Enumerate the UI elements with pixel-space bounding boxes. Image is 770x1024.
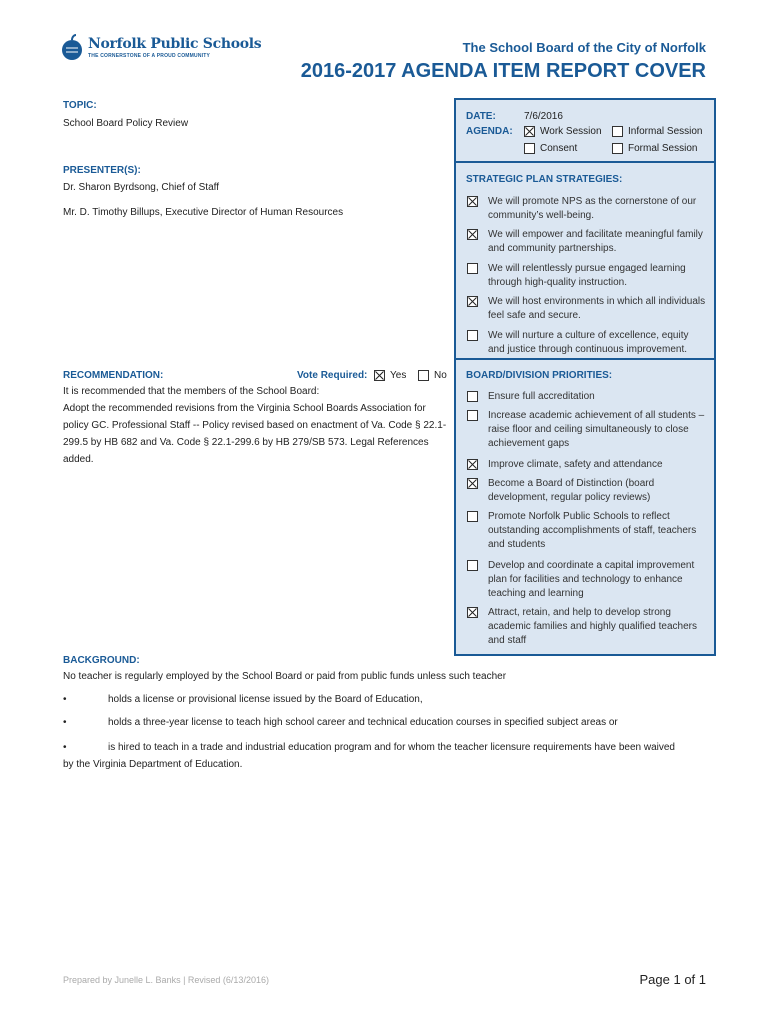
priority-text: Attract, retain, and help to develop strong academic families and highly qualified teachers and staff xyxy=(488,607,698,646)
priority-checkbox[interactable] xyxy=(467,560,478,571)
check-x-icon xyxy=(375,371,384,380)
recommendation-text: Adopt the recommended revisions from the Virginia School Boards Association for policy GC. Professional Staff -- Policy revised based on enactment of Va. Code § 22.1-299.5 by HB 682 and Va. Code § 22.1-299.6 by HB 279/SB 573. Legal References added. xyxy=(63,403,447,465)
strategy-text: We will promote NPS as the cornerstone of our community’s well-being. xyxy=(488,196,697,221)
organization-name: The School Board of the City of Norfolk xyxy=(462,40,706,55)
background-bullet: holds a three-year license to teach high school career and technical education courses in specified subject areas or xyxy=(108,717,618,728)
priority-checkbox[interactable] xyxy=(467,410,478,421)
background-bullet: is hired to teach in a trade and industrial education program and for whom the teacher licensure requirements have been waived xyxy=(108,742,675,753)
presenter-item: Dr. Sharon Byrdsong, Chief of Staff xyxy=(63,182,220,193)
apple-logo-icon xyxy=(60,34,84,62)
strategy-text: We will nurture a culture of excellence, equity and justice through continuous improvement. xyxy=(488,330,689,355)
logo-text: Norfolk Public Schools xyxy=(88,36,262,52)
strategy-text: We will empower and facilitate meaningful family and community partnerships. xyxy=(488,229,703,254)
strategy-text: We will host environments in which all individuals feel safe and secure. xyxy=(488,296,706,321)
agenda-formal-session-checkbox[interactable] xyxy=(612,143,623,154)
priority-text: Increase academic achievement of all students – raise floor and ceiling simultaneously to close achievement gaps xyxy=(488,410,705,449)
recommendation-intro: It is recommended that the members of the School Board: xyxy=(63,386,320,397)
vote-yes-checkbox[interactable] xyxy=(374,370,385,381)
check-x-icon xyxy=(468,230,477,239)
strategy-checkbox[interactable] xyxy=(467,229,478,240)
topic-label: TOPIC: xyxy=(63,100,97,111)
topic-value: School Board Policy Review xyxy=(63,118,189,129)
page-number: Page 1 of 1 xyxy=(639,972,706,987)
check-x-icon xyxy=(468,460,477,469)
strategy-checkbox[interactable] xyxy=(467,296,478,307)
background-label: BACKGROUND: xyxy=(63,655,140,666)
strategy-checkbox[interactable] xyxy=(467,263,478,274)
presenter-item: Mr. D. Timothy Billups, Executive Director of Human Resources xyxy=(63,207,344,218)
check-x-icon xyxy=(468,197,477,206)
panel-divider xyxy=(454,358,716,360)
logo xyxy=(60,34,260,64)
date-label: DATE: xyxy=(466,111,496,122)
agenda-label: AGENDA: xyxy=(466,126,513,137)
page-title: 2016-2017 AGENDA ITEM REPORT COVER xyxy=(300,60,706,82)
agenda-informal-session-checkbox[interactable] xyxy=(612,126,623,137)
priority-checkbox[interactable] xyxy=(467,478,478,489)
panel-divider xyxy=(454,161,716,163)
vote-yes-label: Yes xyxy=(390,370,407,381)
presenters-label: PRESENTER(S): xyxy=(63,165,141,176)
strategy-checkbox[interactable] xyxy=(467,196,478,207)
vote-required-label: Vote Required: xyxy=(297,370,368,381)
strategies-label: STRATEGIC PLAN STRATEGIES: xyxy=(466,174,623,185)
agenda-option-label: Work Session xyxy=(540,126,602,137)
footer-prepared-by: Prepared by Junelle L. Banks | Revised (6/13/2016) xyxy=(63,975,269,985)
background-tail: by the Virginia Department of Education. xyxy=(63,759,243,770)
check-x-icon xyxy=(468,479,477,488)
agenda-work-session-checkbox[interactable] xyxy=(524,126,535,137)
logo-tagline: THE CORNERSTONE OF A PROUD COMMUNITY xyxy=(88,53,211,59)
priority-checkbox[interactable] xyxy=(467,511,478,522)
vote-no-checkbox[interactable] xyxy=(418,370,429,381)
priority-text: Promote Norfolk Public Schools to reflect outstanding accomplishments of staff, teachers and students xyxy=(488,511,697,550)
bullet-marker: • xyxy=(63,694,67,705)
vote-no-label: No xyxy=(434,370,447,381)
priority-text: Develop and coordinate a capital improvement plan for facilities and technology to enhance teaching and learning xyxy=(488,560,695,599)
strategy-checkbox[interactable] xyxy=(467,330,478,341)
priority-checkbox[interactable] xyxy=(467,391,478,402)
priority-text: Ensure full accreditation xyxy=(488,391,595,402)
priority-checkbox[interactable] xyxy=(467,607,478,618)
bullet-marker: • xyxy=(63,717,67,728)
priorities-label: BOARD/DIVISION PRIORITIES: xyxy=(466,370,613,381)
bullet-marker: • xyxy=(63,742,67,753)
background-intro: No teacher is regularly employed by the School Board or paid from public funds unless such teacher xyxy=(63,671,507,682)
agenda-option-label: Formal Session xyxy=(628,143,698,154)
agenda-option-label: Informal Session xyxy=(628,126,703,137)
check-x-icon xyxy=(525,127,534,136)
agenda-consent-checkbox[interactable] xyxy=(524,143,535,154)
priority-text: Improve climate, safety and attendance xyxy=(488,459,663,470)
priority-checkbox[interactable] xyxy=(467,459,478,470)
strategy-text: We will relentlessly pursue engaged learning through high-quality instruction. xyxy=(488,263,686,288)
priority-text: Become a Board of Distinction (board development, regular policy reviews) xyxy=(488,478,655,503)
check-x-icon xyxy=(468,608,477,617)
check-x-icon xyxy=(468,297,477,306)
background-bullet: holds a license or provisional license issued by the Board of Education, xyxy=(108,694,423,705)
date-value: 7/6/2016 xyxy=(524,111,563,122)
agenda-option-label: Consent xyxy=(540,143,578,154)
recommendation-label: RECOMMENDATION: xyxy=(63,370,164,381)
